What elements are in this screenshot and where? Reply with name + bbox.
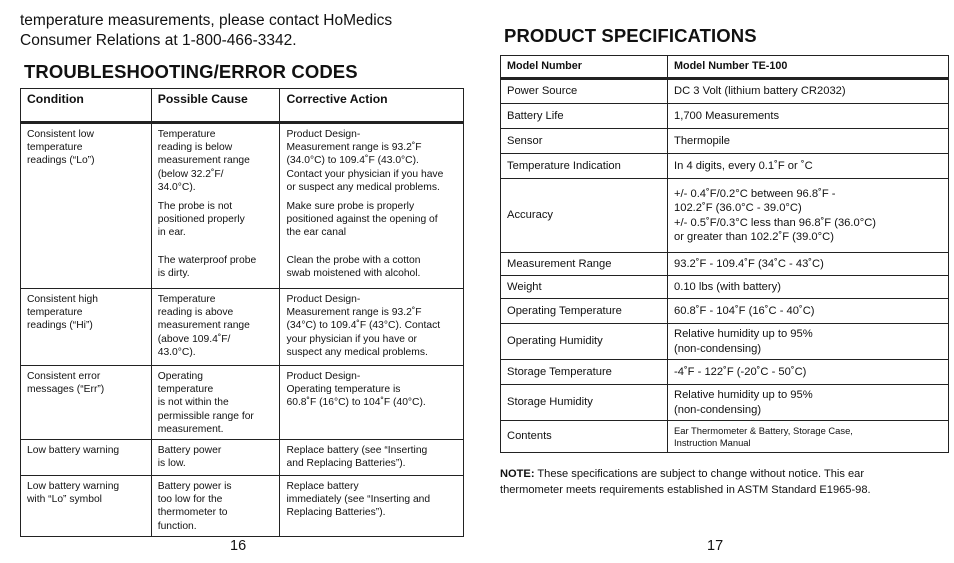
spec-label: Storage Temperature [501, 360, 668, 385]
table-row [21, 476, 464, 537]
troubleshooting-title: TROUBLESHOOTING/ERROR CODES [24, 61, 358, 82]
condition-cell: Consistent low temperature readings (“Lo”) [21, 123, 152, 289]
spec-value: Thermopile [668, 129, 949, 154]
action-cell: Product Design- Measurement range is 93.2˚F (34°C) to 109.4˚F (43°C). Contact your physician if you have or suspect any medical problems. [280, 289, 464, 366]
action-cell: Replace battery (see “Inserting and Replacing Batteries”). [280, 440, 464, 476]
spec-row [501, 421, 949, 453]
header-condition: Condition [21, 89, 152, 123]
spec-label: Weight [501, 276, 668, 299]
note-text: These specifications are subject to change without notice. This ear [534, 468, 865, 480]
specifications-note [500, 467, 950, 498]
spec-value: 93.2˚F - 109.4˚F (34˚C - 43˚C) [668, 253, 949, 276]
spec-row [501, 385, 949, 421]
cause-cell: Operating temperature is not within the permissible range for measurement. [151, 366, 280, 440]
spec-label: Power Source [501, 79, 668, 104]
action-cell: Replace battery immediately (see “Inserting and Replacing Batteries”). [280, 476, 464, 537]
spec-value: 0.10 lbs (with battery) [668, 276, 949, 299]
spec-value: -4˚F - 122˚F (-20˚C - 50˚C) [668, 360, 949, 385]
spec-label: Contents [501, 421, 668, 453]
spec-label: Temperature Indication [501, 154, 668, 179]
spec-header-value: Model Number TE-100 [668, 56, 949, 79]
spec-label: Operating Temperature [501, 299, 668, 324]
spec-row [501, 129, 949, 154]
spec-row [501, 154, 949, 179]
page-number-right: 17 [707, 538, 724, 554]
intro-text: temperature measurements, please contact HoMedics Consumer Relations at 1-800-466-3342. [20, 12, 393, 49]
table-row [21, 440, 464, 476]
spec-label: Accuracy [501, 179, 668, 253]
condition-cell: Consistent high temperature readings (“Hi”) [21, 289, 152, 366]
spec-value: 60.8˚F - 104˚F (16˚C - 40˚C) [668, 299, 949, 324]
spec-row [501, 79, 949, 104]
table-row [21, 289, 464, 366]
spec-row [501, 179, 949, 253]
table-row [21, 366, 464, 440]
cause-cell: Battery power is too low for the thermometer to function. [151, 476, 280, 537]
table-header-row [21, 89, 464, 123]
cause-cell: Temperature reading is below measurement range (below 32.2˚F/ 34.0°C). The probe is not positioned properly in ear. The waterproof probe is dirty. [151, 123, 280, 289]
spec-row [501, 253, 949, 276]
condition-cell: Low battery warning with “Lo” symbol [21, 476, 152, 537]
spec-row [501, 104, 949, 129]
action-cell: Product Design- Operating temperature is 60.8˚F (16°C) to 104˚F (40°C). [280, 366, 464, 440]
spec-label: Storage Humidity [501, 385, 668, 421]
spec-header-label: Model Number [501, 56, 668, 79]
specifications-table [500, 55, 949, 453]
spec-label: Operating Humidity [501, 324, 668, 360]
spec-row [501, 276, 949, 299]
spec-value: In 4 digits, every 0.1˚F or ˚C [668, 154, 949, 179]
spec-row [501, 299, 949, 324]
spec-row [501, 324, 949, 360]
header-corrective-action: Corrective Action [280, 89, 464, 123]
spec-value: Ear Thermometer & Battery, Storage Case, Instruction Manual [668, 421, 949, 453]
specifications-title: PRODUCT SPECIFICATIONS [504, 25, 757, 46]
spec-value: Relative humidity up to 95% (non-condensing) [668, 385, 949, 421]
spec-label: Sensor [501, 129, 668, 154]
spec-value: Relative humidity up to 95% (non-condensing) [668, 324, 949, 360]
troubleshooting-table [20, 88, 464, 537]
header-possible-cause: Possible Cause [151, 89, 280, 123]
action-cell: Product Design- Measurement range is 93.2˚F (34.0°C) to 109.4˚F (43.0°C). Contact your physician if you have or suspect any medical problems. Make sure probe is properly positioned against the opening of the ear canal Clean the probe with a cotton swab moistened with alcohol. [280, 123, 464, 289]
spec-value: DC 3 Volt (lithium battery CR2032) [668, 79, 949, 104]
condition-cell: Consistent error messages (“Err”) [21, 366, 152, 440]
cause-cell: Battery power is low. [151, 440, 280, 476]
spec-value: 1,700 Measurements [668, 104, 949, 129]
spec-row [501, 360, 949, 385]
spec-label: Battery Life [501, 104, 668, 129]
spec-label: Measurement Range [501, 253, 668, 276]
spec-header-row [501, 56, 949, 79]
condition-cell: Low battery warning [21, 440, 152, 476]
note-text-2: thermometer meets requirements established in ASTM Standard E1965-98. [500, 483, 871, 496]
page-number-left: 16 [230, 538, 247, 554]
cause-cell: Temperature reading is above measurement range (above 109.4˚F/ 43.0°C). [151, 289, 280, 366]
spec-value: +/- 0.4˚F/0.2°C between 96.8˚F - 102.2˚F (36.0°C - 39.0°C) +/- 0.5˚F/0.3°C less than 96.8˚F (36.0°C) or greater than 102.2˚F (39.0°C) [668, 179, 949, 253]
table-row [21, 123, 464, 289]
note-label: NOTE: [500, 468, 535, 480]
